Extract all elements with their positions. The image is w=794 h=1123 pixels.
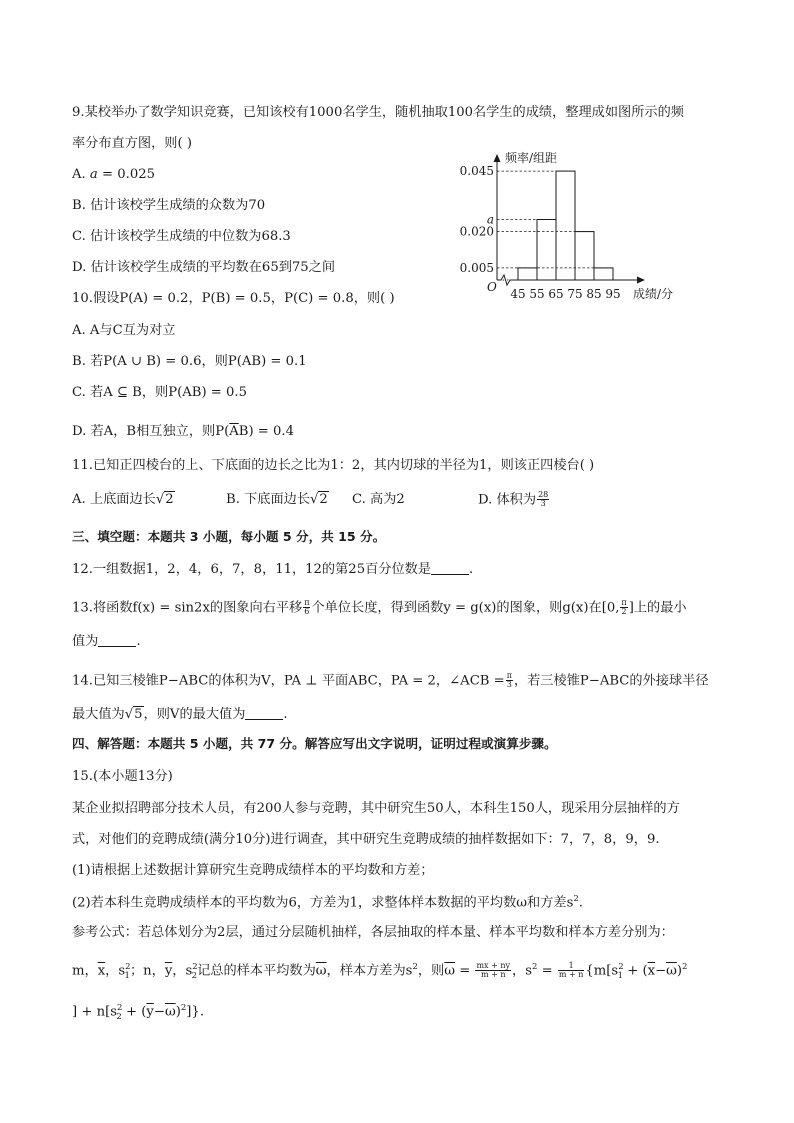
q10-option-b: B. 若P(A ∪ B) = 0.6，则P(AB) = 0.1 bbox=[72, 354, 307, 369]
q10-option-a: A. A与C互为对立 bbox=[72, 323, 176, 338]
histogram-bar bbox=[518, 268, 537, 280]
section-4-heading: 四、解答题：本题共 5 小题，共 77 分。解答应写出文字说明，证明过程或演算步骤。 bbox=[72, 736, 557, 751]
q10-option-c: C. 若A ⊆ B，则P(AB) = 0.5 bbox=[72, 385, 247, 400]
x-axis-label: 成绩/分 bbox=[633, 287, 674, 301]
q13-line2: 值为 . bbox=[72, 634, 141, 649]
q10-option-d: D. 若A，B相互独立，则$P(\overline{A}B) = 0.4$ bbox=[72, 424, 294, 439]
y-tick-label: 0.005 bbox=[459, 260, 494, 275]
q15-reference-line1: 参考公式：若总体划分为2层，通过分层随机抽样，各层抽取的样本量、样本平均数和样本方差分别为： bbox=[72, 925, 674, 940]
x-tick-label: 45 bbox=[510, 287, 526, 301]
q15-part2: (2)若本科生竞聘成绩样本的平均数为6，方差为1，求整体样本数据的平均数ω和方差$s^2$. bbox=[72, 894, 583, 911]
q9-stem-line2: 率分布直方图，则( ) bbox=[72, 136, 192, 151]
x-tick-label: 95 bbox=[605, 287, 621, 301]
q15-title: 15.(本小题13分) bbox=[72, 769, 173, 784]
frequency-histogram bbox=[455, 148, 695, 308]
q15-line1: 某企业拟招聘部分技术人员，有200人参与竞聘，其中研究生50人，本科生150人，现采用分层抽样的方 bbox=[72, 801, 680, 816]
q11-option-c: C. 高为2 bbox=[352, 492, 405, 507]
section-3-heading: 三、填空题：本题共 3 小题，每小题 5 分，共 15 分。 bbox=[72, 529, 386, 544]
x-tick-label: 55 bbox=[529, 287, 545, 301]
y-tick-label: 0.020 bbox=[459, 224, 494, 239]
q9-option-b: B. 估计该校学生成绩的众数为70 bbox=[72, 198, 266, 213]
y-tick-label: 0.045 bbox=[459, 164, 494, 179]
q9-option-c: C. 估计该校学生成绩的中位数为68.3 bbox=[72, 229, 291, 244]
x-tick-label: 75 bbox=[567, 287, 583, 301]
histogram-bar bbox=[575, 232, 594, 280]
q15-reference-line3: ] + $n[s^2_2 + (\overline{y}-\overline{\omega})^2]$}. bbox=[72, 1003, 205, 1023]
histogram-bar bbox=[556, 171, 575, 280]
q13-line1: 13.将函数f(x) = sin2x的图象向右平移 $\frac{\pi}{6}$ 个单位长度，得到函数y = g(x)的图象，则g(x)在[0, $\frac{\pi}{2}$ ]上的最小 bbox=[72, 598, 687, 617]
x-tick-label: 65 bbox=[548, 287, 564, 301]
origin-label: O bbox=[487, 280, 497, 294]
q9-option-a: A. a = 0.025 bbox=[72, 167, 155, 182]
q9-stem-line1: 9.某校举办了数学知识竞赛，已知该校有1000名学生，随机抽取100名学生的成绩，整理成如图所示的频 bbox=[72, 105, 684, 120]
q14-line1: 14.已知三棱锥P−ABC的体积为V，PA ⊥ 平面ABC，PA = 2，∠ACB = $\frac{\pi}{3}$ ，若三棱锥P−ABC的外接球半径 bbox=[72, 671, 709, 690]
y-axis-label: 频率/组距 bbox=[505, 151, 558, 165]
histogram-bar bbox=[537, 220, 556, 281]
x-axis-arrow bbox=[637, 277, 645, 284]
q10-stem: 10.假设P(A) = 0.2，P(B) = 0.5，P(C) = 0.8，则( ) bbox=[72, 291, 395, 306]
histogram-bar bbox=[594, 268, 613, 280]
y-axis-arrow bbox=[494, 154, 501, 162]
q11-option-b: B. 下底面边长√2 bbox=[226, 492, 328, 507]
q15-part1: (1)请根据上述数据计算研究生竞聘成绩样本的平均数和方差； bbox=[72, 863, 434, 878]
q15-line2: 式，对他们的竞聘成绩(满分10分)进行调查，其中研究生竞聘成绩的抽样数据如下：7，7，8，9，9. bbox=[72, 832, 660, 847]
x-tick-label: 85 bbox=[586, 287, 602, 301]
y-tick-label: a bbox=[486, 212, 494, 227]
q12: 12.一组数据1，2，4，6，7，8，11，12的第25百分位数是 . bbox=[72, 562, 474, 577]
q9-option-d: D. 估计该校学生成绩的平均数在65到75之间 bbox=[72, 260, 336, 275]
q11-stem: 11.已知正四棱台的上、下底面的边长之比为1：2，其内切球的半径为1，则该正四棱台( ) bbox=[72, 458, 595, 473]
q14-line2: 最大值为√5，则V的最大值为 . bbox=[72, 707, 288, 722]
q11-option-d: D. 体积为 $\frac{28}{3}$ bbox=[478, 490, 549, 509]
q11-option-a: A. 上底面边长√2 bbox=[72, 492, 174, 507]
q15-reference-line2: m，$\overline{x}$，$s^2_1$；n，$\overline{y}$，$s^2_2$记总的样本平均数为$\overline{\omega}$，样本方差为$s^2$，则$\overline{\omega}$ = $\frac{mx + ny}{m + n}$ ，$s^2$ = $\frac{1}{m + n}$ {$m[s^2_1 + (\overline{x}-\overline{\omega})^2$ bbox=[72, 961, 688, 982]
